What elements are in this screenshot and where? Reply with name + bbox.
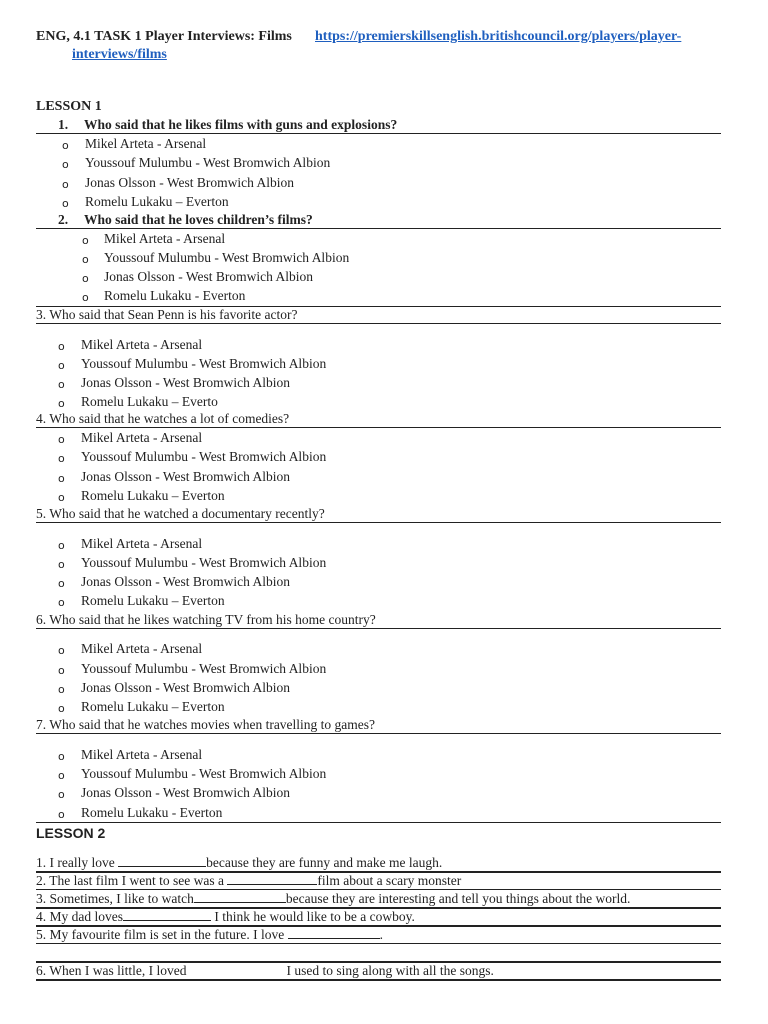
option-bullet: o [82,234,89,247]
option-bullet: o [58,596,65,609]
sentence-start: 2. The last film I went to see was a [36,873,228,888]
question-rule [36,733,721,734]
question-text: 3. Who said that Sean Penn is his favorite actor? [36,307,298,322]
option-bullet: o [58,558,65,571]
option-item[interactable]: Youssouf Mulumbu - West Bromwich Albion [104,250,350,265]
sentence-start: 6. When I was little, I loved [36,963,187,978]
question-text: Who said that he likes films with guns and explosions? [84,117,398,132]
source-link-line2[interactable]: interviews/films [72,47,167,62]
option-bullet: o [58,433,65,446]
question-number: 2. [58,212,69,227]
question-rule [36,427,721,428]
sentence-start: 4. My dad loves [36,909,123,924]
option-item[interactable]: Mikel Arteta - Arsenal [81,337,203,352]
question-text: 5. Who said that he watched a documentary recently? [36,506,325,521]
sentence-end: film about a scary monster [317,873,462,888]
option-bullet: o [58,397,65,410]
option-item[interactable]: Mikel Arteta - Arsenal [81,430,203,445]
option-item[interactable]: Jonas Olsson - West Bromwich Albion [104,269,314,284]
option-item[interactable]: Youssouf Mulumbu - West Bromwich Albion [81,449,327,464]
option-item[interactable]: Romelu Lukaku – Everton [85,194,229,209]
sentence-end: because they are funny and make me laugh. [206,855,443,870]
question-rule [36,628,721,629]
option-bullet: o [58,788,65,801]
sentence-rule [36,889,721,890]
option-item[interactable]: Youssouf Mulumbu - West Bromwich Albion [81,356,327,371]
question-rule [36,522,721,523]
option-bullet: o [62,139,69,152]
question-rule [36,228,721,229]
question-text: 6. Who said that he likes watching TV from his home country? [36,612,376,627]
option-bullet: o [58,750,65,763]
source-link-line1[interactable]: https://premierskillsenglish.britishcouncil.org/players/player- [315,29,682,44]
option-item[interactable]: Jonas Olsson - West Bromwich Albion [81,574,291,589]
answer-blank[interactable] [194,891,286,903]
sentence-end: I used to sing along with all the songs. [286,963,494,978]
fill-sentence [36,909,415,925]
question-text: 4. Who said that he watches a lot of comedies? [36,411,290,426]
option-item[interactable]: Romelu Lukaku – Everto [81,394,218,409]
option-bullet: o [82,291,89,304]
question-rule [36,133,721,134]
option-bullet: o [58,683,65,696]
fill-sentence [36,927,383,943]
sentence-rule [36,943,721,944]
lesson2-heading: LESSON 2 [36,825,106,841]
option-item[interactable]: Youssouf Mulumbu - West Bromwich Albion [81,555,327,570]
option-bullet: o [58,472,65,485]
option-bullet: o [82,272,89,285]
option-item[interactable]: Youssouf Mulumbu - West Bromwich Albion [85,155,331,170]
option-item[interactable]: Mikel Arteta - Arsenal [81,747,203,762]
question-rule [36,822,721,823]
sentence-start: 5. My favourite film is set in the future. I love [36,927,288,942]
option-item[interactable]: Romelu Lukaku – Everton [81,593,225,608]
question-text: 7. Who said that he watches movies when travelling to games? [36,717,376,732]
option-item[interactable]: Romelu Lukaku - Everton [81,805,223,820]
option-item[interactable]: Romelu Lukaku – Everton [81,699,225,714]
option-bullet: o [58,539,65,552]
answer-blank[interactable] [288,927,380,939]
option-bullet: o [82,253,89,266]
option-bullet: o [58,340,65,353]
option-bullet: o [58,378,65,391]
option-item[interactable]: Romelu Lukaku – Everton [81,488,225,503]
sentence-rule [36,979,721,981]
answer-blank[interactable] [227,873,317,885]
question-text: Who said that he loves children’s films? [84,212,313,227]
option-item[interactable]: Jonas Olsson - West Bromwich Albion [81,785,291,800]
option-item[interactable]: Mikel Arteta - Arsenal [81,641,203,656]
sentence-end: . [379,927,383,942]
option-bullet: o [58,769,65,782]
option-item[interactable]: Jonas Olsson - West Bromwich Albion [81,375,291,390]
answer-blank[interactable] [186,963,286,975]
sentence-start: 1. I really love [36,855,119,870]
question-number: 1. [58,117,69,132]
option-item[interactable]: Jonas Olsson - West Bromwich Albion [81,680,291,695]
option-bullet: o [58,452,65,465]
fill-sentence [36,963,494,979]
option-item[interactable]: Youssouf Mulumbu - West Bromwich Albion [81,766,327,781]
option-item[interactable]: Youssouf Mulumbu - West Bromwich Albion [81,661,327,676]
fill-sentence [36,855,442,871]
fill-sentence [36,891,630,907]
answer-blank[interactable] [118,855,206,867]
option-bullet: o [58,808,65,821]
lesson1-heading: LESSON 1 [36,99,102,114]
option-bullet: o [58,577,65,590]
option-bullet: o [62,197,69,210]
option-item[interactable]: Mikel Arteta - Arsenal [85,136,207,151]
option-bullet: o [58,491,65,504]
answer-blank[interactable] [123,909,211,921]
option-bullet: o [58,644,65,657]
option-bullet: o [62,178,69,191]
fill-sentence [36,873,461,889]
sentence-end: I think he would like to be a cowboy. [211,909,415,924]
option-bullet: o [58,664,65,677]
option-item[interactable]: Jonas Olsson - West Bromwich Albion [81,469,291,484]
option-bullet: o [62,158,69,171]
option-item[interactable]: Romelu Lukaku - Everton [104,288,246,303]
option-item[interactable]: Jonas Olsson - West Bromwich Albion [85,175,295,190]
question-rule [36,323,721,324]
sentence-start: 3. Sometimes, I like to watch [36,891,194,906]
option-item[interactable]: Mikel Arteta - Arsenal [81,536,203,551]
option-bullet: o [58,702,65,715]
document-title: ENG, 4.1 TASK 1 Player Interviews: Films [36,29,292,44]
option-item[interactable]: Mikel Arteta - Arsenal [104,231,226,246]
sentence-end: because they are interesting and tell you things about the world. [285,891,631,906]
option-bullet: o [58,359,65,372]
